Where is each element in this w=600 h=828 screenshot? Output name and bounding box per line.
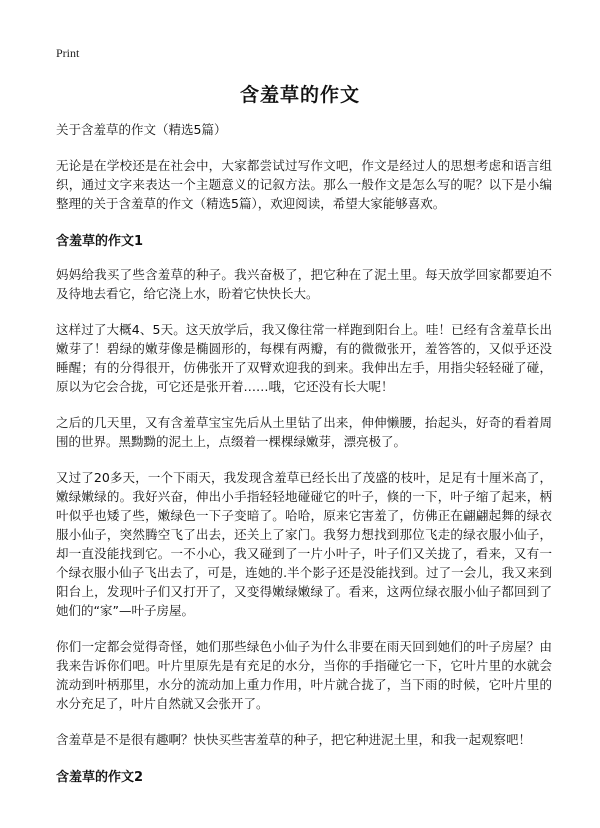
essay-1-paragraph-2: 这样过了大概4、5天。这天放学后，我又像往常一样跑到阳台上。哇！已经有含羞草长出嫩芽了！碧绿的嫩芽像是椭圆形的，每棵有两瓣，有的微微张开，羞答答的，又似乎还没睡醒；有的分得很开，仿佛张开了双臂欢迎我的到来。我伸出左手，用指尖轻轻碰了碰，原以为它会合拢，可它还是张开着……哦，它还没有长大呢！ [56,322,552,394]
page-title: 含羞草的作文 [239,84,360,106]
essay-1-paragraph-5: 你们一定都会觉得奇怪，她们那些绿色小仙子为什么非要在雨天回到她们的叶子房屋？由我来告诉你们吧。叶片里原先是有充足的水分，当你的手指碰它一下，它叶片里的水就会流动到叶柄那里，水分的流动加上重力作用，叶片就合拢了，当下雨的时候，它叶片里的水分充足了，叶片自然就又会张开了。 [56,639,552,711]
intro-paragraph: 无论是在学校还是在社会中，大家都尝试过写作文吧，作文是经过人的思想考虑和语言组织，通过文字来表达一个主题意义的记叙方法。那么一般作文是怎么写的呢？以下是小编整理的关于含羞草的作文（精选5篇），欢迎阅读，希望大家能够喜欢。 [56,158,552,211]
print-link[interactable]: Print [56,46,80,60]
essay-1-paragraph-1: 妈妈给我买了些含羞草的种子。我兴奋极了，把它种在了泥土里。每天放学回家都要迫不及待地去看它，给它浇上水，盼着它快快长大。 [56,267,552,301]
essay-1-paragraph-4: 又过了20多天，一个下雨天，我发现含羞草已经长出了茂盛的枝叶，足足有十厘米高了，嫩绿嫩绿的。我好兴奋，伸出小手指轻轻地碰碰它的叶子，倏的一下，叶子缩了起来，柄叶似乎也矮了些，嫩绿色一下子变暗了。哈哈，原来它害羞了，仿佛正在翩翩起舞的绿衣服小仙子，突然腾空飞了出去，还关上了家门。我努力想找到那位飞走的绿衣服小仙子，却一直没能找到它。一不小心，我又碰到了一片小叶子，叶子们又关拢了，看来，又有一个绿衣服小仙子飞出去了，可是，连她的.半个影子还是没能找到。过了一会儿，我又来到阳台上，发现叶子们又打开了，又变得嫩绿嫩绿了。看来，这两位绿衣服小仙子都回到了她们的“家”—叶子房屋。 [56,470,552,618]
essay-1-paragraph-6: 含羞草是不是很有趣啊？快快买些害羞草的种子，把它种进泥土里，和我一起观察吧！ [56,732,532,747]
article-body [56,120,552,801]
essay-2-heading: 含羞草的作文2 [56,770,144,785]
subtitle: 关于含羞草的作文（精选5篇） [56,122,227,137]
essay-1-heading: 含羞草的作文1 [56,234,144,249]
essay-1-paragraph-3: 之后的几天里，又有含羞草宝宝先后从土里钻了出来，伸伸懒腰，抬起头，好奇的看着周围的世界。黑黝黝的泥土上，点缀着一棵棵绿嫩芽，漂亮极了。 [56,415,552,449]
